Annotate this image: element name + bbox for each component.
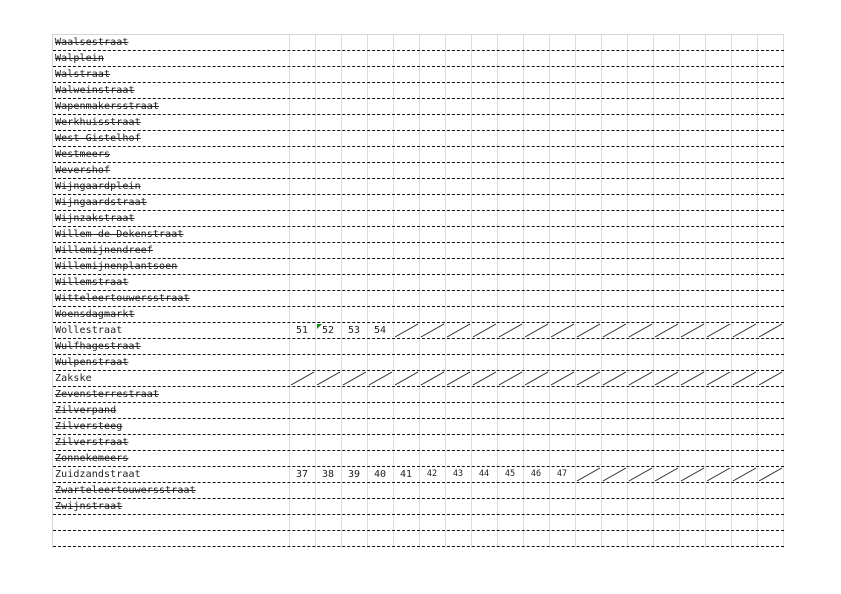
table-row: [53, 499, 784, 515]
table-row: [53, 147, 784, 163]
hatch-stroke: [681, 372, 704, 385]
street-name: Waalsestraat: [55, 37, 129, 48]
street-name: Willem de Dekenstraat: [55, 229, 184, 240]
hatch-stroke: [707, 468, 730, 481]
hatched-cell: [393, 323, 419, 338]
table-row: [53, 451, 784, 467]
street-name: Zwarteleertouwersstraat: [55, 485, 196, 496]
street-name: Wevershof: [55, 165, 111, 176]
hatch-stroke: [577, 372, 600, 385]
hatch-stroke: [395, 324, 418, 337]
number-cell: 42: [426, 469, 438, 479]
hatch-stroke: [421, 372, 444, 385]
table-row: [53, 67, 784, 83]
number-cell: 37: [295, 469, 309, 480]
table-row: [53, 275, 784, 291]
hatch-stroke: [603, 468, 626, 481]
street-name: Wulpenstraat: [55, 357, 129, 368]
hatched-cell: [471, 323, 497, 338]
table-row: [53, 211, 784, 227]
number-cell: 39: [347, 469, 361, 480]
table-row: [53, 483, 784, 499]
hatch-stroke: [629, 468, 652, 481]
hatched-cell: [315, 371, 341, 386]
street-name: Walplein: [55, 53, 104, 64]
number-cell: 46: [530, 469, 542, 479]
table-row: [53, 291, 784, 307]
table-row: [53, 115, 784, 131]
street-name: Zwijnstraat: [55, 501, 123, 512]
hatched-cell: [341, 371, 367, 386]
hatch-stroke: [603, 372, 626, 385]
hatch-stroke: [369, 372, 392, 385]
hatch-stroke: [551, 372, 574, 385]
street-name: Woensdagmarkt: [55, 309, 135, 320]
street-name: Wijngaardplein: [55, 181, 141, 192]
hatch-stroke: [577, 468, 600, 481]
hatched-cell: [445, 323, 471, 338]
street-name: Wijnzakstraat: [55, 213, 135, 224]
hatched-cell: [627, 371, 653, 386]
hatch-stroke: [629, 372, 652, 385]
street-name: Zevensterrestraat: [55, 389, 160, 400]
hatched-cell: [419, 371, 445, 386]
street-name: West Gistelhof: [55, 133, 141, 144]
number-cell: 51: [295, 325, 309, 336]
hatched-cell: [471, 371, 497, 386]
hatched-cell: [549, 371, 575, 386]
hatched-cell: [731, 467, 757, 482]
hatch-stroke: [551, 324, 574, 337]
street-name: Zonnekemeers: [55, 453, 129, 464]
street-name: Walweinstraat: [55, 85, 135, 96]
hatched-cell: [393, 371, 419, 386]
hatch-stroke: [525, 324, 548, 337]
hatched-cell: [575, 467, 601, 482]
hatched-cell: [523, 323, 549, 338]
table-row: [53, 83, 784, 99]
hatched-cell: [445, 371, 471, 386]
table-row: [53, 419, 784, 435]
hatch-stroke: [733, 468, 756, 481]
street-name: Witteleertouwersstraat: [55, 293, 190, 304]
hatched-cell: [757, 371, 783, 386]
table-row: [53, 387, 784, 403]
table-row: [53, 339, 784, 355]
table-row: [53, 307, 784, 323]
hatched-cell: [679, 467, 705, 482]
hatch-stroke: [499, 324, 522, 337]
table-row: [53, 195, 784, 211]
street-register-sheet: [52, 34, 784, 548]
street-name: Zakske: [55, 373, 92, 384]
hatched-cell: [731, 371, 757, 386]
hatch-stroke: [473, 324, 496, 337]
number-cell: 53: [347, 325, 361, 336]
table-row: [53, 179, 784, 195]
hatch-stroke: [473, 372, 496, 385]
hatch-stroke: [681, 468, 704, 481]
street-name: Werkhuisstraat: [55, 117, 141, 128]
hatch-stroke: [343, 372, 366, 385]
hatched-cell: [653, 467, 679, 482]
table-row: [53, 467, 784, 483]
hatched-cell: [731, 323, 757, 338]
number-cell: 38: [321, 469, 335, 480]
hatched-cell: [757, 467, 783, 482]
hatched-cell: [601, 371, 627, 386]
hatched-cell: [497, 323, 523, 338]
table-row: [53, 403, 784, 419]
hatched-cell: [549, 323, 575, 338]
street-name: Zuidzandstraat: [55, 469, 141, 480]
hatch-stroke: [525, 372, 548, 385]
hatch-stroke: [603, 324, 626, 337]
street-name: Wijngaardstraat: [55, 197, 147, 208]
number-cell: 41: [399, 469, 413, 480]
table-row: [53, 227, 784, 243]
street-name: Walstraat: [55, 69, 111, 80]
street-name: Zilversteeg: [55, 421, 123, 432]
street-name: Zilverpand: [55, 405, 117, 416]
hatched-cell: [653, 371, 679, 386]
hatched-cell: [419, 323, 445, 338]
street-name: Wollestraat: [55, 325, 123, 336]
hatch-stroke: [447, 372, 470, 385]
hatched-cell: [757, 323, 783, 338]
table-row: [53, 35, 784, 51]
hatch-stroke: [733, 372, 756, 385]
hatched-cell: [289, 371, 315, 386]
hatched-cell: [705, 323, 731, 338]
table-row: [53, 51, 784, 67]
number-cell: 45: [504, 469, 516, 479]
street-name: Wulfhagestraat: [55, 341, 141, 352]
hatch-stroke: [707, 324, 730, 337]
table-row: [53, 531, 784, 547]
table-row: [53, 243, 784, 259]
hatch-stroke: [655, 372, 678, 385]
table-row: [53, 259, 784, 275]
table-row: [53, 355, 784, 371]
hatch-stroke: [317, 372, 340, 385]
hatched-cell: [679, 371, 705, 386]
hatched-cell: [367, 371, 393, 386]
hatch-stroke: [421, 324, 444, 337]
hatched-cell: [601, 323, 627, 338]
number-cell: 43: [452, 469, 464, 479]
street-name: Zilverstraat: [55, 437, 129, 448]
number-cell: 54: [373, 325, 387, 336]
hatched-cell: [627, 323, 653, 338]
street-name: Willemijnendreef: [55, 245, 153, 256]
hatch-stroke: [395, 372, 418, 385]
number-cell: 52: [315, 323, 341, 338]
hatched-cell: [653, 323, 679, 338]
hatched-cell: [575, 323, 601, 338]
street-name: Willemstraat: [55, 277, 129, 288]
hatch-stroke: [655, 468, 678, 481]
hatched-cell: [705, 371, 731, 386]
hatch-stroke: [655, 324, 678, 337]
table-row: [53, 99, 784, 115]
number-cell: 40: [373, 469, 387, 480]
table-row: [53, 323, 784, 339]
street-name: Willemijnenplantsoen: [55, 261, 178, 272]
street-name: Wapenmakersstraat: [55, 101, 160, 112]
hatch-stroke: [707, 372, 730, 385]
hatched-cell: [627, 467, 653, 482]
hatch-stroke: [733, 324, 756, 337]
table-row: [53, 163, 784, 179]
hatch-stroke: [629, 324, 652, 337]
hatch-stroke: [291, 372, 314, 385]
table-row: [53, 515, 784, 531]
hatched-cell: [575, 371, 601, 386]
hatch-stroke: [681, 324, 704, 337]
hatched-cell: [497, 371, 523, 386]
hatch-stroke: [499, 372, 522, 385]
table-row: [53, 131, 784, 147]
street-name: Westmeers: [55, 149, 111, 160]
hatch-stroke: [447, 324, 470, 337]
hatched-cell: [679, 323, 705, 338]
hatch-stroke: [759, 372, 782, 385]
table-row: [53, 435, 784, 451]
hatch-stroke: [759, 324, 782, 337]
hatched-cell: [523, 371, 549, 386]
hatch-stroke: [759, 468, 782, 481]
hatch-stroke: [577, 324, 600, 337]
table-row: [53, 371, 784, 387]
hatched-cell: [601, 467, 627, 482]
comment-marker-icon: [317, 324, 322, 329]
number-cell: 47: [556, 469, 568, 479]
number-cell: 44: [478, 469, 490, 479]
hatched-cell: [705, 467, 731, 482]
